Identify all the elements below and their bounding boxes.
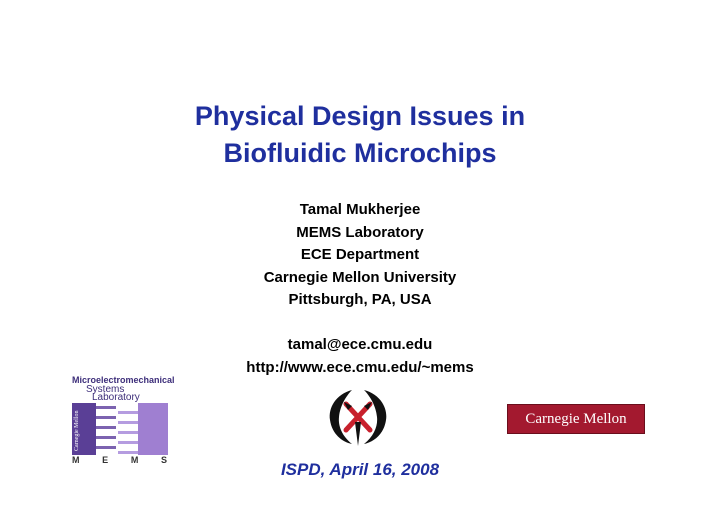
title-line-1: Physical Design Issues in — [194, 101, 526, 131]
mems-letter-s: S — [160, 455, 168, 465]
mems-comb-graphic — [72, 403, 170, 455]
contact-info — [0, 334, 720, 379]
mems-logo-line1: Microelectromechanical — [72, 375, 175, 385]
contact-email: tamal@ece.cmu.edu — [287, 336, 433, 353]
author-lab: MEMS Laboratory — [296, 223, 424, 241]
mems-logo-line2: Systems — [86, 384, 125, 395]
author-name: Tamal Mukherjee — [299, 201, 421, 218]
mems-letter-m2: M — [130, 455, 140, 465]
slide-title — [0, 98, 720, 172]
cmu-badge: Carnegie Mellon — [507, 404, 645, 434]
mems-logo-line3: Laboratory — [92, 392, 140, 403]
mems-lab-logo — [72, 375, 175, 467]
author-department: ECE Department — [300, 246, 420, 263]
title-line-2: Biofluidic Microchips — [223, 138, 497, 168]
conference-date: ISPD, April 16, 2008 — [280, 460, 440, 479]
author-info — [0, 199, 720, 312]
center-emblem-logo — [322, 384, 394, 450]
mems-logo-side-text: Carnegie Mellon — [74, 410, 80, 451]
contact-url: http://www.ece.cmu.edu/~mems — [246, 358, 474, 376]
mems-letter-e: E — [102, 455, 110, 465]
mems-letter-m1: M — [72, 455, 81, 465]
author-university: Carnegie Mellon University — [263, 268, 457, 286]
author-location: Pittsburgh, PA, USA — [288, 291, 432, 308]
